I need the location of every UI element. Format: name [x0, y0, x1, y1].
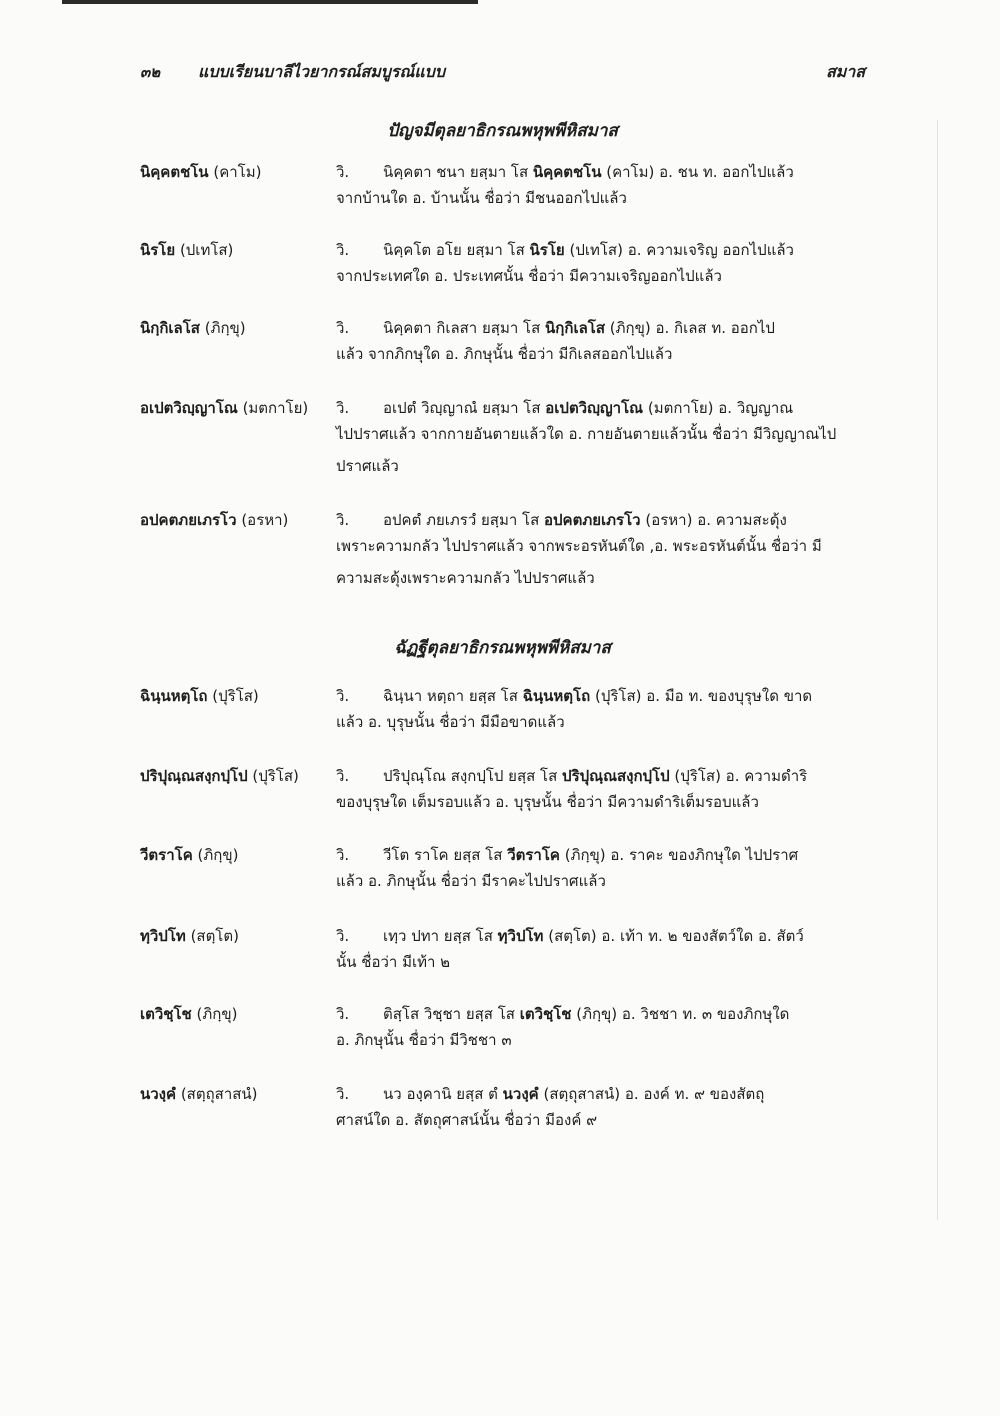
entry-continuation: จากประเทศใด อ. ประเทศนั้น ชื่อว่า มีความเจริญออกไปแล้ว: [336, 267, 722, 285]
vigraha-marker: วิ.: [336, 163, 350, 181]
entry-continuation: ของบุรุษใด เต็มรอบแล้ว อ. บุรุษนั้น ชื่อว่า มีความดำริเต็มรอบแล้ว: [336, 793, 759, 811]
entry-line: ติสฺโส วิชฺชา ยสฺส โส เตวิชฺโช (ภิกฺขุ) อ. วิชชา ท. ๓ ของภิกษุใด: [383, 1005, 790, 1023]
page-edge-shadow: [937, 120, 938, 1220]
vigraha-marker: วิ.: [336, 511, 350, 529]
entry-continuation: แล้ว อ. บุรุษนั้น ชื่อว่า มีมือขาดแล้ว: [336, 713, 565, 731]
entry-term: นิกฺกิเลโส (ภิกฺขุ): [140, 319, 246, 337]
entry-continuation: ศาสน์ใด อ. สัตถุศาสน์นั้น ชื่อว่า มีองค์ ๙: [336, 1111, 598, 1129]
entry-continuation: ไปปราศแล้ว จากกายอันตายแล้วใด อ. กายอันตายแล้วนั้น ชื่อว่า มีวิญญาณไป ปราศแล้ว: [336, 425, 837, 475]
entry-continuation: นั้น ชื่อว่า มีเท้า ๒: [336, 953, 451, 971]
page-number: ๓๒: [140, 63, 161, 81]
vigraha-marker: วิ.: [336, 767, 350, 785]
entry-continuation: จากบ้านใด อ. บ้านนั้น ชื่อว่า มีชนออกไปแล้ว: [336, 189, 627, 207]
entry-term: ทฺวิปโท (สตฺโต): [140, 927, 239, 945]
running-header: [140, 60, 865, 90]
top-edge-rule: [62, 0, 478, 4]
entry-term: อเปตวิญฺญาโณ (มตกาโย): [140, 399, 309, 417]
vigraha-marker: วิ.: [336, 241, 350, 259]
entry-term: ปริปุณฺณสงฺกปฺโป (ปุริโส): [140, 767, 299, 785]
entry-line: อเปตํ วิญฺญาณํ ยสฺมา โส อเปตวิญฺญาโณ (มตกาโย) อ. วิญญาณ: [383, 399, 794, 417]
vigraha-marker: วิ.: [336, 399, 350, 417]
book-title: แบบเรียนบาลีไวยากรณ์สมบูรณ์แบบ: [198, 62, 445, 81]
entry-line: นิคฺคตา ชนา ยสฺมา โส นิคฺคตชโน (คาโม) อ. ชน ท. ออกไปแล้ว: [383, 163, 794, 181]
entry-term: ฉินฺนหตฺโถ (ปุริโส): [140, 687, 259, 705]
vigraha-marker: วิ.: [336, 687, 350, 705]
vigraha-marker: วิ.: [336, 319, 350, 337]
entry-line: อปคตํ ภยเภรวํ ยสฺมา โส อปคตภยเภรโว (อรหา) อ. ความสะดุ้ง: [383, 511, 787, 529]
entry-continuation: แล้ว จากภิกษุใด อ. ภิกษุนั้น ชื่อว่า มีกิเลสออกไปแล้ว: [336, 345, 673, 363]
vigraha-marker: วิ.: [336, 1005, 350, 1023]
entry-term: วีตราโค (ภิกฺขุ): [140, 846, 239, 864]
section-title-panjami: ปัญจมีตุลยาธิกรณพหุพพีหิสมาส: [387, 121, 618, 141]
entry-term: นิรโย (ปเทโส): [140, 241, 234, 259]
entry-line: วีโต ราโค ยสฺส โส วีตราโค (ภิกฺขุ) อ. ราคะ ของภิกษุใด ไปปราศ: [383, 846, 799, 864]
entry-term: นิคฺคตชโน (คาโม): [140, 163, 262, 181]
chapter-topic: สมาส: [825, 62, 865, 81]
entry-term: เตวิชฺโช (ภิกฺขุ): [140, 1005, 238, 1023]
entry-term: อปคตภยเภรโว (อรหา): [140, 511, 289, 529]
entry-continuation: แล้ว อ. ภิกษุนั้น ชื่อว่า มีราคะไปปราศแล้ว: [336, 872, 606, 890]
vigraha-marker: วิ.: [336, 846, 350, 864]
entry-term: นวงฺคํ (สตฺถุสาสนํ): [140, 1085, 258, 1103]
entry-line: ฉินฺนา หตฺถา ยสฺส โส ฉินฺนหตฺโถ (ปุริโส) อ. มือ ท. ของบุรุษใด ขาด: [383, 687, 813, 705]
entry-continuation: อ. ภิกษุนั้น ชื่อว่า มีวิชชา ๓: [336, 1031, 512, 1049]
entry-line: นิคฺคตา กิเลสา ยสฺมา โส นิกฺกิเลโส (ภิกฺขุ) อ. กิเลส ท. ออกไป: [383, 319, 775, 337]
entry-line: นว องฺคานิ ยสฺส ตํ นวงฺคํ (สตฺถุสาสนํ) อ. องค์ ท. ๙ ของสัตถุ: [383, 1085, 765, 1103]
entry-continuation: เพราะความกลัว ไปปราศแล้ว จากพระอรหันต์ใด ,อ. พระอรหันต์นั้น ชื่อว่า มี ความสะดุ้งเพราะความกลัว ไปปราศแล้ว: [336, 537, 822, 587]
entry-line: เทฺว ปทา ยสฺส โส ทฺวิปโท (สตฺโต) อ. เท้า ท. ๒ ของสัตว์ใด อ. สัตว์: [383, 927, 804, 945]
vigraha-marker: วิ.: [336, 927, 350, 945]
section-title-chatthi: ฉัฏฐีตุลยาธิกรณพหุพพีหิสมาส: [394, 638, 611, 658]
entry-line: นิคฺคโต อโย ยสฺมา โส นิรโย (ปเทโส) อ. ความเจริญ ออกไปแล้ว: [383, 241, 794, 259]
vigraha-marker: วิ.: [336, 1085, 350, 1103]
entry-line: ปริปุณฺโณ สงฺกปฺโป ยสฺส โส ปริปุณฺณสงฺกปฺโป (ปุริโส) อ. ความดำริ: [383, 767, 808, 785]
